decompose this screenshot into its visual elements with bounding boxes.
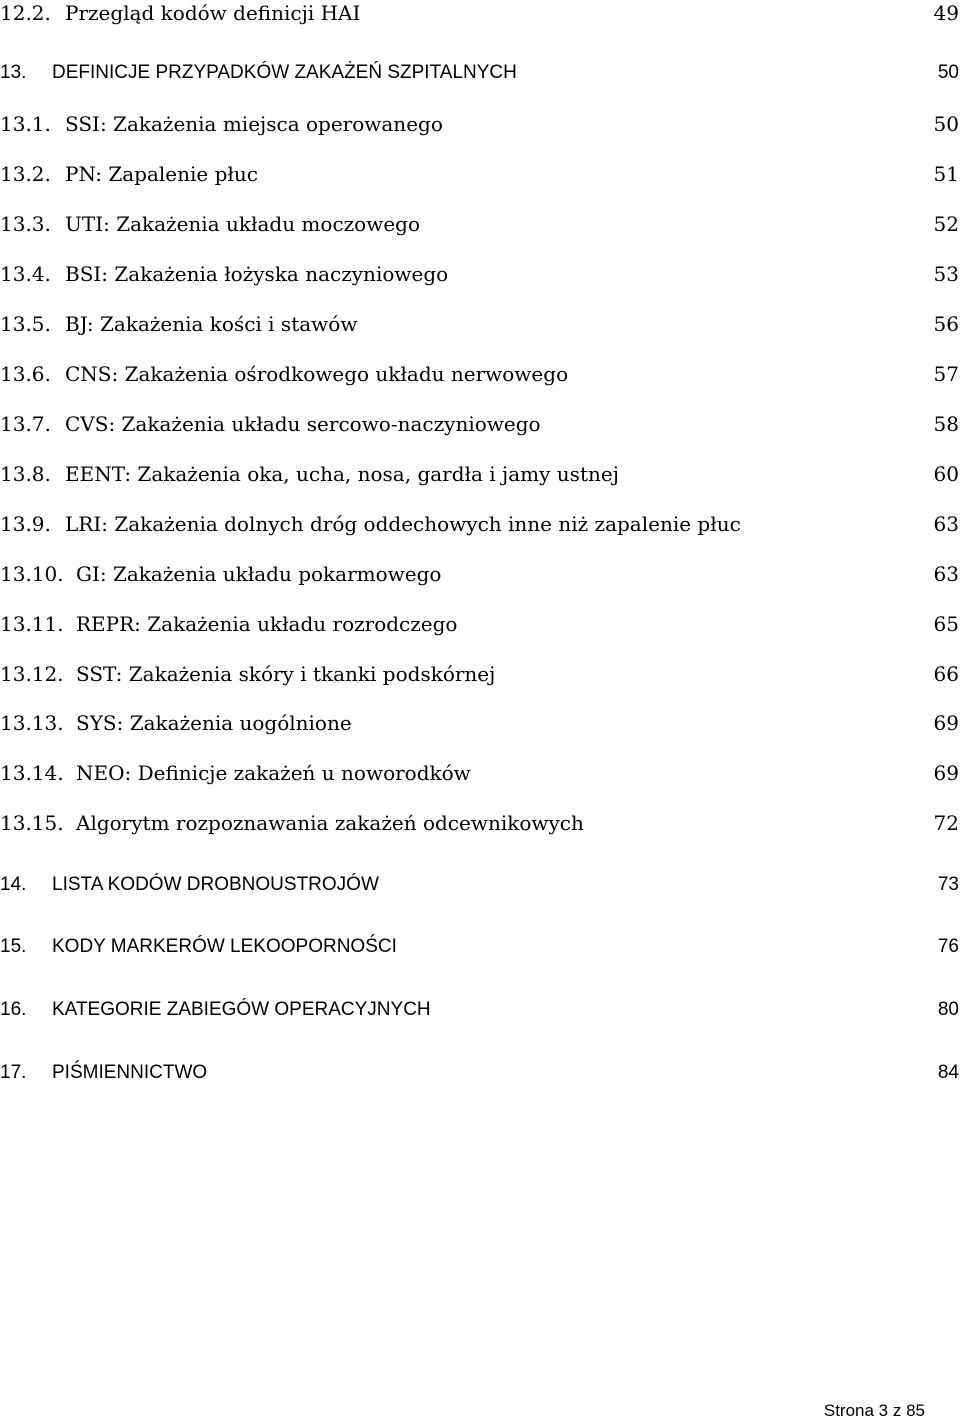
toc-entry[interactable]	[0, 758, 960, 788]
toc-entry-page: 66	[933, 662, 959, 686]
toc-entry-title: Algorytm rozpoznawania zakażeń odcewnikowych	[76, 811, 584, 835]
toc-entry-number: 16.	[0, 999, 27, 1020]
toc-entry-number: 13.5.	[0, 312, 51, 336]
toc-entry[interactable]	[0, 259, 960, 289]
toc-entry-title: LISTA KODÓW DROBNOUSTROJÓW	[52, 874, 379, 895]
toc-entry[interactable]	[0, 1058, 960, 1088]
toc-entry-page: 57	[933, 362, 959, 386]
toc-entry[interactable]	[0, 659, 960, 689]
toc-entry-number: 13.	[0, 62, 27, 83]
toc-entry-number: 13.2.	[0, 162, 51, 186]
toc-entry-number: 13.14.	[0, 761, 64, 785]
toc-entry-number: 13.15.	[0, 811, 64, 835]
toc-entry-page: 50	[933, 112, 959, 136]
toc-entry-number: 12.2.	[0, 1, 51, 25]
toc-entry[interactable]	[0, 609, 960, 639]
page-footer: Strona 3 z 85	[823, 1401, 925, 1420]
toc-entry-title: REPR: Zakażenia układu rozrodczego	[76, 612, 458, 636]
toc-entry[interactable]	[0, 932, 960, 962]
toc-entry-number: 13.4.	[0, 262, 51, 286]
toc-entry-number: 13.7.	[0, 412, 51, 436]
toc-entry[interactable]	[0, 409, 960, 439]
toc-entry[interactable]	[0, 159, 960, 189]
toc-entry[interactable]	[0, 708, 960, 738]
toc-entry-title: SST: Zakażenia skóry i tkanki podskórnej	[76, 662, 496, 686]
toc-entry-page: 69	[933, 711, 959, 735]
toc-entry-title: CVS: Zakażenia układu sercowo-naczyniowego	[65, 412, 541, 436]
toc-entry-title: GI: Zakażenia układu pokarmowego	[76, 562, 442, 586]
toc-entry[interactable]	[0, 559, 960, 589]
toc-entry-page: 53	[933, 262, 959, 286]
toc-entry-number: 17.	[0, 1062, 27, 1083]
toc-entry-page: 69	[933, 761, 959, 785]
toc-entry-title: NEO: Definicje zakażeń u noworodków	[76, 761, 471, 785]
toc-entry-title: EENT: Zakażenia oka, ucha, nosa, gardła i jamy ustnej	[65, 462, 619, 486]
toc-entry-number: 13.12.	[0, 662, 64, 686]
toc-entry-page: 63	[933, 562, 959, 586]
toc-entry-title: BJ: Zakażenia kości i stawów	[65, 312, 358, 336]
toc-entry-title: DEFINICJE PRZYPADKÓW ZAKAŻEŃ SZPITALNYCH	[52, 62, 517, 83]
toc-entry-page: 76	[937, 936, 959, 957]
toc-entry-number: 13.9.	[0, 512, 51, 536]
toc-entry-page: 58	[933, 412, 959, 436]
toc-entry[interactable]	[0, 209, 960, 239]
toc-entry-title: KODY MARKERÓW LEKOOPORNOŚCI	[52, 936, 397, 957]
toc-entry-title: Przegląd kodów definicji HAI	[65, 1, 361, 25]
toc-entry-title: PN: Zapalenie płuc	[65, 162, 258, 186]
toc-entry-page: 80	[937, 999, 959, 1020]
toc-entry-page: 51	[933, 162, 959, 186]
toc-entry[interactable]	[0, 359, 960, 389]
toc-entry-page: 84	[937, 1062, 959, 1083]
toc-entry-number: 13.1.	[0, 112, 51, 136]
toc-entry[interactable]	[0, 109, 960, 139]
toc-entry-title: UTI: Zakażenia układu moczowego	[65, 212, 421, 236]
toc-entry-page: 49	[933, 1, 959, 25]
toc-entry-page: 63	[933, 512, 959, 536]
toc-entry-page: 60	[933, 462, 959, 486]
toc-entry-page: 72	[933, 811, 959, 835]
toc-entry[interactable]	[0, 309, 960, 339]
toc-entry-page: 56	[933, 312, 959, 336]
toc-entry[interactable]	[0, 58, 960, 88]
toc-entry-title: SYS: Zakażenia uogólnione	[76, 711, 352, 735]
toc-entry[interactable]	[0, 459, 960, 489]
toc-entry-number: 13.3.	[0, 212, 51, 236]
toc-entry[interactable]	[0, 509, 960, 539]
toc-entry-page: 73	[937, 874, 959, 895]
toc-entry[interactable]	[0, 808, 960, 838]
toc-entry-number: 15.	[0, 936, 27, 957]
toc-entry[interactable]	[0, 0, 960, 28]
toc-entry-title: CNS: Zakażenia ośrodkowego układu nerwowego	[65, 362, 569, 386]
toc-entry-number: 13.8.	[0, 462, 51, 486]
toc-entry-title: PIŚMIENNICTWO	[52, 1062, 208, 1083]
toc-entry-number: 14.	[0, 874, 27, 895]
toc-entry-number: 13.11.	[0, 612, 64, 636]
toc-entry-title: BSI: Zakażenia łożyska naczyniowego	[65, 262, 449, 286]
toc-entry-page: 65	[933, 612, 959, 636]
toc-entry-number: 13.10.	[0, 562, 64, 586]
toc-entry[interactable]	[0, 995, 960, 1025]
toc-entry-page: 50	[937, 62, 959, 83]
toc-entry-number: 13.13.	[0, 711, 64, 735]
toc-entry-page: 52	[933, 212, 959, 236]
toc-entry[interactable]	[0, 870, 960, 900]
toc-entry-title: SSI: Zakażenia miejsca operowanego	[65, 112, 443, 136]
toc-entry-title: KATEGORIE ZABIEGÓW OPERACYJNYCH	[52, 999, 431, 1020]
toc-entry-number: 13.6.	[0, 362, 51, 386]
toc-entry-title: LRI: Zakażenia dolnych dróg oddechowych inne niż zapalenie płuc	[65, 512, 741, 536]
